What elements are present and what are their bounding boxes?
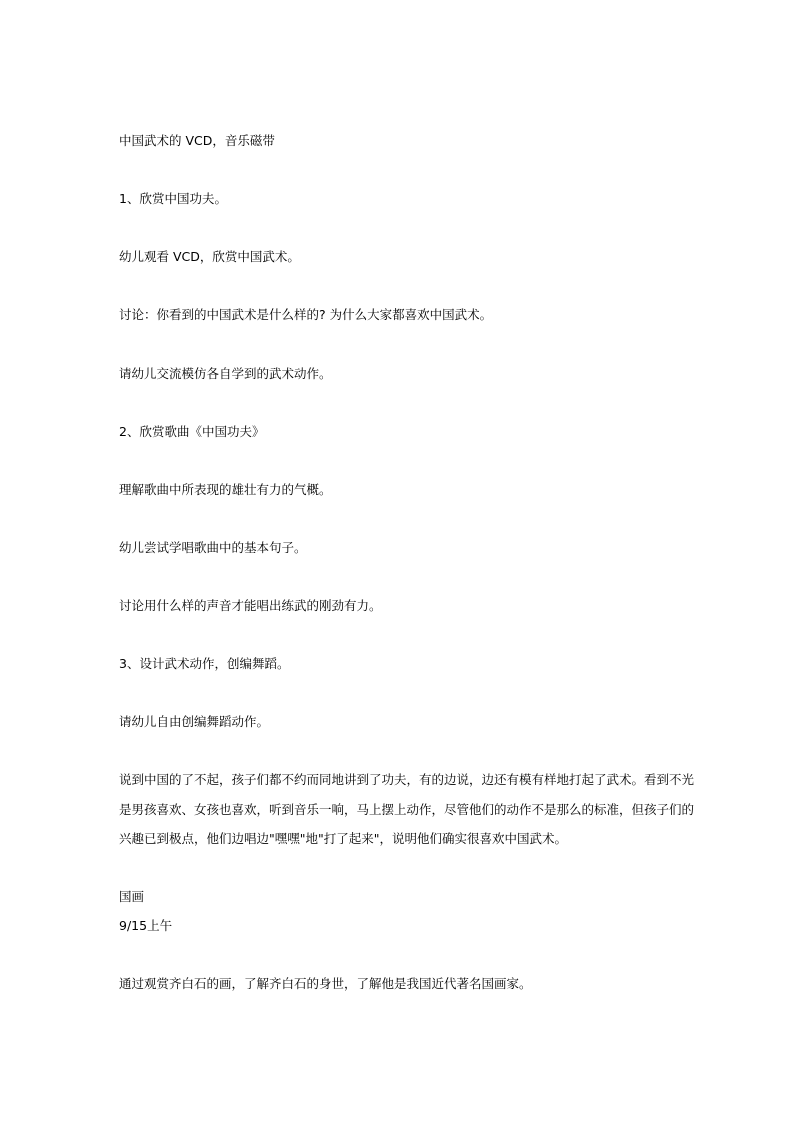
text-line: 讨论用什么样的声音才能唱出练武的刚劲有力。 <box>119 598 382 613</box>
lesson-goal: 通过观赏齐白石的画，了解齐白石的身世，了解他是我国近代著名国画家。 <box>119 976 532 991</box>
text-line: 讨论：你看到的中国武术是什么样的? 为什么大家都喜欢中国武术。 <box>119 307 493 322</box>
reflection-line: 兴趣已到极点，他们边唱边"嘿嘿"地"打了起来"，说明他们确实很喜欢中国武术。 <box>119 831 567 846</box>
text-line: 幼儿观看 VCD，欣赏中国武术。 <box>119 249 300 264</box>
lesson-title: 国画 <box>119 889 145 904</box>
step-3-heading: 3、设计武术动作，创编舞蹈。 <box>119 656 290 671</box>
step-1-heading: 1、欣赏中国功夫。 <box>119 191 227 206</box>
step-2-heading: 2、欣赏歌曲《中国功夫》 <box>119 424 265 439</box>
materials-line: 中国武术的 VCD，音乐磁带 <box>119 133 275 148</box>
reflection-line: 说到中国的了不起，孩子们都不约而同地讲到了功夫，有的边说，边还有模有样地打起了武术。看到不光 <box>119 772 695 787</box>
text-line: 理解歌曲中所表现的雄壮有力的气概。 <box>119 482 332 497</box>
lesson-date: 9/15上午 <box>119 918 173 933</box>
text-line: 请幼儿交流模仿各自学到的武术动作。 <box>119 366 332 381</box>
reflection-line: 是男孩喜欢、女孩也喜欢，听到音乐一响，马上摆上动作，尽管他们的动作不是那么的标准，但孩子们的 <box>119 802 695 817</box>
text-line: 幼儿尝试学唱歌曲中的基本句子。 <box>119 540 307 555</box>
text-line: 请幼儿自由创编舞蹈动作。 <box>119 714 270 729</box>
